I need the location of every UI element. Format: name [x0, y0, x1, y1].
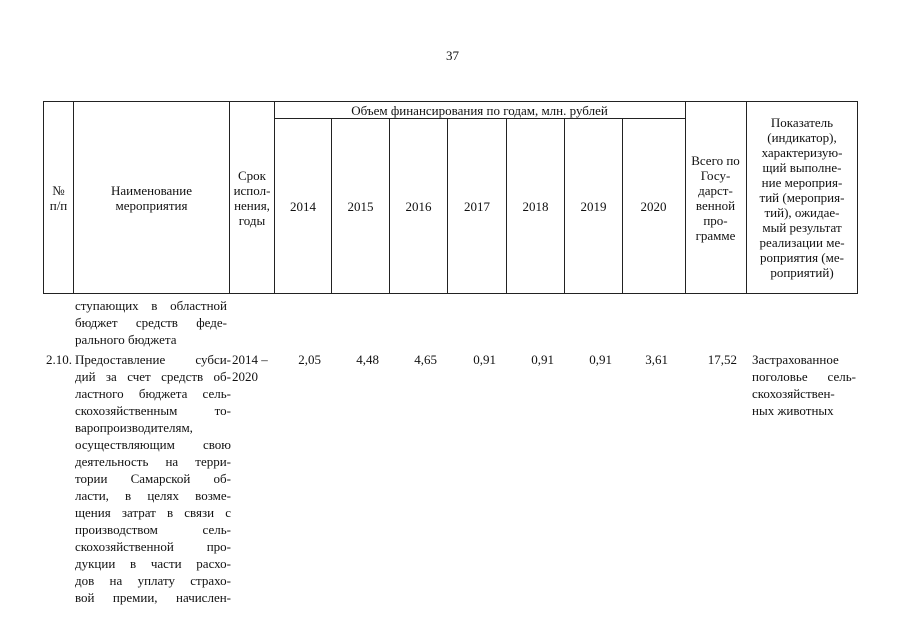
text-line: скохозяйственной про- [75, 539, 231, 554]
text-line: ласти, в целях возме- [75, 488, 231, 503]
text-line: ных животных [752, 403, 834, 418]
header-name-text: Наименование мероприятия [111, 182, 192, 213]
header-year-2019 [565, 119, 622, 293]
year-label: 2015 [347, 198, 374, 214]
row-number: 2.10. [46, 352, 72, 367]
year-label: 2016 [405, 198, 432, 214]
text-line: осуществляющим свою [75, 437, 231, 452]
header-term-text: Срок испол- нения, годы [233, 167, 271, 228]
table-rule-vertical [857, 101, 858, 294]
year-label: 2019 [580, 198, 607, 214]
year-label: 2020 [640, 198, 667, 214]
header-total [685, 102, 746, 293]
text-line: тории Самарской об- [75, 471, 231, 486]
table-rule-horizontal [43, 293, 858, 294]
value-2014: 2,05 [298, 352, 321, 367]
year-label: 2017 [464, 198, 490, 214]
text-line: деятельность на терри- [75, 454, 231, 469]
text-line: дий за счет средств об- [75, 369, 231, 384]
value-total: 17,52 [707, 352, 737, 367]
value-2020: 3,61 [645, 352, 668, 367]
text-line: дукции в части расхо- [75, 556, 231, 571]
text-line: скохозяйственным то- [75, 403, 231, 418]
header-term [230, 102, 274, 293]
row-indicator [752, 351, 856, 419]
text-line: ластного бюджета сель- [75, 386, 231, 401]
text-line: вой премии, начислен- [75, 590, 231, 605]
header-funding-group [275, 102, 684, 118]
value-2015: 4,48 [356, 352, 379, 367]
text-line: Застрахованное [752, 352, 839, 367]
page-number: 37 [446, 48, 459, 63]
year-label: 2018 [522, 198, 549, 214]
value-2016: 4,65 [414, 352, 437, 367]
header-indicator [747, 102, 857, 293]
value-2019: 0,91 [589, 352, 612, 367]
value-2017: 0,91 [473, 352, 496, 367]
text-line: поголовье сель- [752, 369, 856, 384]
text-line: Предоставление субси- [75, 352, 231, 367]
header-funding-group-text: Объем финансирования по годам, млн. рублей [351, 102, 608, 118]
text-line: скохозяйствен- [752, 386, 835, 401]
header-year-2016 [390, 119, 447, 293]
header-total-text: Всего по Госу- дарст- венной про- грамме [691, 152, 740, 243]
header-number-text: № п/п [49, 182, 68, 213]
header-indicator-text: Показатель (индикатор), характеризую- щий выполне- ние мероприя- тий (мероприя- тий), ожидае- мый результат реализации ме- роприятия (ме- роприятий) [759, 115, 845, 280]
header-year-2018 [507, 119, 564, 293]
row-term: 2014 – 2020 [232, 352, 268, 384]
header-year-2017 [448, 119, 506, 293]
header-year-2014 [275, 119, 331, 293]
text-line: бюджет средств феде- [75, 315, 227, 330]
text-line: рального бюджета [75, 332, 177, 347]
text-line: производством сель- [75, 522, 231, 537]
value-2018: 0,91 [531, 352, 554, 367]
header-name [74, 102, 229, 293]
header-year-2020 [623, 119, 684, 293]
year-label: 2014 [290, 198, 316, 214]
row-name [75, 351, 231, 606]
text-line: ступающих в областной [75, 298, 227, 313]
continuation-text [75, 297, 227, 348]
text-line: дов на уплату страхо- [75, 573, 231, 588]
header-number [44, 102, 73, 293]
header-year-2015 [332, 119, 389, 293]
text-line: варопроизводителям, [75, 420, 193, 435]
text-line: щения затрат в связи с [75, 505, 231, 520]
